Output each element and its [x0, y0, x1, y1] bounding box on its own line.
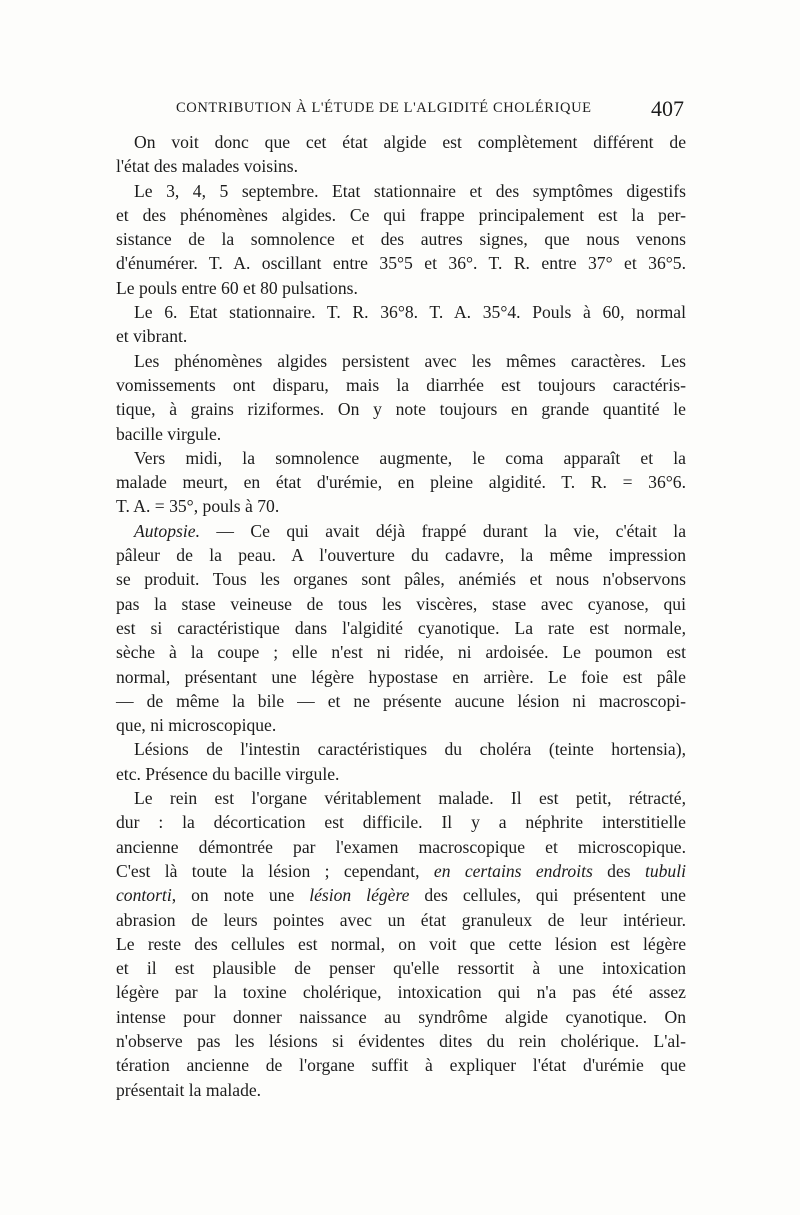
text-line: T. A. = 35°, pouls à 70.	[116, 496, 280, 517]
paragraph-5	[116, 446, 686, 519]
paragraph-intestin	[116, 737, 686, 786]
paragraph-4	[116, 349, 686, 446]
text-line: et vibrant.	[116, 326, 188, 347]
text-line: et il est plausible de penser qu'elle ressortit à une intoxication	[116, 958, 686, 979]
text-line: tique, à grains riziformes. On y note toujours en grande quantité le	[116, 399, 686, 420]
autopsie-text: — Ce qui avait déjà frappé durant la vie, c'était la	[199, 520, 686, 541]
paragraph-2	[116, 179, 686, 300]
text-line: Le pouls entre 60 et 80 pulsations.	[116, 277, 358, 298]
text-line: malade meurt, en état d'urémie, en pleine algidité. T. R. = 36°6.	[116, 472, 686, 493]
running-title: CONTRIBUTION À L'ÉTUDE DE L'ALGIDITÉ CHOLÉRIQUE	[176, 100, 592, 116]
text-line: Le 6. Etat stationnaire. T. R. 36°8. T. A. 35°4. Pouls à 60, normal	[134, 302, 686, 323]
text-run: C'est là toute la lésion ; cependant,	[116, 860, 434, 881]
text-line: — de même la bile — et ne présente aucune lésion ni macroscopi-	[116, 690, 686, 711]
text-line: dur : la décortication est difficile. Il y a néphrite interstitielle	[116, 812, 686, 833]
text-line: sèche à la coupe ; elle n'est ni ridée, ni ardoisée. Le poumon est	[116, 642, 686, 663]
text-line: pâleur de la peau. A l'ouverture du cadavre, la même impression	[116, 545, 686, 566]
body-text	[116, 130, 686, 1102]
text-line: l'état des malades voisins.	[116, 156, 299, 177]
text-line: bacille virgule.	[116, 423, 222, 444]
paragraph-autopsie	[116, 519, 686, 738]
text-run: des cellules, qui présentent une	[409, 885, 686, 906]
text-line: normal, présentant une légère hypostase en arrière. Le foie est pâle	[116, 666, 686, 687]
text-line: n'observe pas les lésions si évidentes dites du rein cholérique. L'al-	[116, 1030, 686, 1051]
italic-run: contorti	[116, 885, 172, 906]
text-line: vomissements ont disparu, mais la diarrhée est toujours caractéris-	[116, 374, 686, 395]
italic-run: tubuli	[644, 860, 686, 881]
text-line: pas la stase veineuse de tous les viscères, stase avec cyanose, qui	[116, 593, 686, 614]
paragraph-rein	[116, 786, 686, 1102]
text-line: On voit donc que cet état algide est complètement différent de	[134, 132, 686, 152]
text-line: légère par la toxine cholérique, intoxication qui n'a pas été assez	[116, 982, 686, 1003]
text-line: est si caractéristique dans l'algidité cyanotique. La rate est normale,	[116, 617, 686, 638]
text-line: d'énumérer. T. A. oscillant entre 35°5 et 36°. T. R. entre 37° et 36°5.	[116, 253, 686, 274]
text-line: Les phénomènes algides persistent avec les mêmes caractères. Les	[134, 350, 686, 371]
page-number: 407	[651, 96, 684, 121]
text-line: abrasion de leurs pointes avec un état granuleux de leur intérieur.	[116, 909, 686, 930]
text-run: , on note une	[171, 885, 310, 906]
text-line: que, ni microscopique.	[116, 715, 277, 736]
text-line	[116, 859, 686, 883]
paragraph-1	[116, 130, 686, 179]
text-line: sistance de la somnolence et des autres signes, que nous venons	[116, 229, 686, 250]
text-line: etc. Présence du bacille virgule.	[116, 763, 340, 784]
autopsie-label: Autopsie.	[134, 520, 200, 541]
text-line: Le 3, 4, 5 septembre. Etat stationnaire et des symptômes digestifs	[134, 180, 686, 201]
italic-run: lésion légère	[309, 885, 410, 906]
text-line	[116, 883, 686, 907]
text-line: intense pour donner naissance au syndrôme algide cyanotique. On	[116, 1006, 686, 1027]
text-line	[116, 519, 686, 543]
text-line: et des phénomènes algides. Ce qui frappe principalement est la per-	[116, 204, 686, 225]
text-line: ancienne démontrée par l'examen macroscopique et microscopique.	[116, 836, 686, 857]
running-header	[116, 96, 690, 126]
italic-run: en certains endroits	[433, 860, 593, 881]
text-line: Vers midi, la somnolence augmente, le coma apparaît et la	[134, 447, 686, 468]
text-run: des	[592, 860, 645, 881]
text-line: Lésions de l'intestin caractéristiques du choléra (teinte hortensia),	[134, 739, 686, 760]
paragraph-3	[116, 300, 686, 349]
text-line: présentait la malade.	[116, 1079, 262, 1100]
text-line: Le reste des cellules est normal, on voit que cette lésion est légère	[116, 933, 686, 954]
text-line: Le rein est l'organe véritablement malade. Il est petit, rétracté,	[134, 788, 686, 809]
text-line: tération ancienne de l'organe suffit à expliquer l'état d'urémie que	[116, 1055, 686, 1076]
text-line: se produit. Tous les organes sont pâles, anémiés et nous n'observons	[116, 569, 686, 590]
